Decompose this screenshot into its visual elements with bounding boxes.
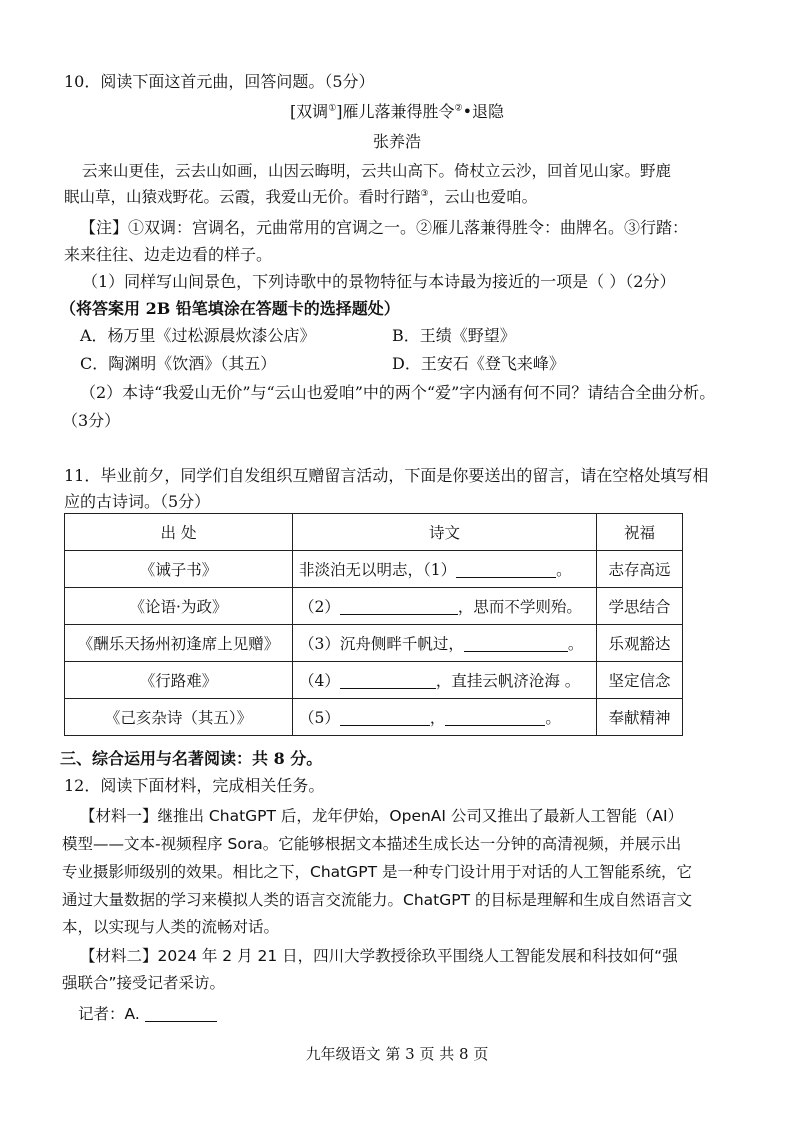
option-d: D．王安石《登飞来峰》: [392, 354, 565, 373]
row-source: 《诫子书》: [65, 551, 293, 588]
row-wish: 坚定信念: [597, 662, 683, 699]
material-1-line-3: 专业摄影师级别的效果。相比之下，ChatGPT 是一种专门设计用于对话的人工智能系统，它: [62, 863, 692, 881]
q10-stem: 10．阅读下面这首元曲，回答问题。（5分）: [64, 72, 375, 91]
note-marker-1: ①: [328, 103, 337, 114]
q11-stem-line-1: 11．毕业前夕，同学们自发组织互赠留言活动，下面是你要送出的留言，请在空格处填写相: [64, 466, 709, 485]
q12-stem: 12．阅读下面材料，完成相关任务。: [64, 776, 325, 795]
row-source: 《酬乐天扬州初逢席上见赠》: [65, 625, 293, 662]
row-verse: （3）沉舟侧畔千帆过， 。: [293, 625, 597, 662]
table-row: [65, 699, 683, 736]
poem-title: [双调①]雁儿落兼得胜令②•退隐: [289, 102, 505, 121]
table-row: [65, 625, 683, 662]
poem-line-1: 云来山更佳，云去山如画，山因云晦明，云共山高下。倚杖立云沙，回首见山家。野鹿: [82, 162, 672, 180]
answer-blank-2[interactable]: [340, 598, 458, 615]
material-1-line-5: 本，以实现与人类的流畅对话。: [62, 918, 280, 936]
header-source: 出 处: [65, 514, 293, 551]
row-wish: 志存高远: [597, 551, 683, 588]
row-verse: （5） ， 。: [293, 699, 597, 736]
answer-blank-5a[interactable]: [340, 709, 430, 726]
row-source: 《行路难》: [65, 662, 293, 699]
poem-line-2: 眠山草，山猿戏野花。云霞，我爱山无价。看时行踏③，云山也爱咱。: [64, 188, 538, 206]
q10-sub2-line-2: （3分）: [62, 411, 121, 430]
row-wish: 奉献精神: [597, 699, 683, 736]
row-source: 《论语·为政》: [65, 588, 293, 625]
note-marker-2: ②: [454, 103, 463, 114]
page-footer: 九年级语文 第 3 页 共 8 页: [305, 1045, 489, 1063]
annotation-line-2: 来来往往、边走边看的样子。: [64, 245, 273, 264]
table-row: [65, 662, 683, 699]
answer-blank-reporter[interactable]: [145, 1005, 217, 1022]
table-row: [65, 588, 683, 625]
q10-sub1-instruction: （将答案用 2B 铅笔填涂在答题卡的选择题处）: [60, 299, 400, 318]
note-marker-3: ③: [420, 188, 429, 199]
row-verse: 非淡泊无以明志，（1） 。: [293, 551, 597, 588]
row-verse: （4） ，直挂云帆济沧海 。: [293, 662, 597, 699]
header-wish: 祝福: [597, 514, 683, 551]
section-3-heading: 三、综合运用与名著阅读：共 8 分。: [60, 749, 323, 768]
answer-blank-4[interactable]: [340, 672, 436, 689]
reporter-line: 记者：A.: [78, 1002, 217, 1026]
row-wish: 乐观豁达: [597, 625, 683, 662]
material-2-line-1: 【材料二】2024 年 2 月 21 日，四川大学教授徐玖平围绕人工智能发展和科技如何“强: [80, 947, 678, 965]
row-source: 《己亥杂诗（其五）》: [65, 699, 293, 736]
material-1-line-2: 模型——文本-视频程序 Sora。它能够根据文本描述生成长达一分钟的高清视频，并展示出: [62, 835, 682, 853]
header-verse: 诗文: [293, 514, 597, 551]
material-2-line-2: 强联合”接受记者采访。: [62, 974, 226, 992]
material-1-line-4: 通过大量数据的学习来模拟人类的语言交流能力。ChatGPT 的目标是理解和生成自然语言文: [62, 891, 692, 909]
table-row: [65, 551, 683, 588]
q10-sub1: （1）同样写山间景色，下列诗歌中的景物特征与本诗最为接近的一项是（ ）（2分）: [82, 272, 676, 291]
row-verse: （2） ，思而不学则殆。: [293, 588, 597, 625]
q10-sub2-line-1: （2）本诗“我爱山无价”与“云山也爱咱”中的两个“爱”字内涵有何不同？请结合全曲分析。: [80, 383, 716, 402]
option-a: A．杨万里《过松源晨炊漆公店》: [80, 326, 316, 345]
answer-blank-5b[interactable]: [445, 709, 545, 726]
answer-blank-3[interactable]: [464, 635, 568, 652]
option-c: C．陶渊明《饮酒》（其五）: [80, 354, 277, 373]
q11-stem-line-2: 应的古诗词。（5分）: [64, 492, 211, 511]
poetry-fill-table: [64, 513, 683, 736]
answer-blank-1[interactable]: [456, 561, 556, 578]
poem-author: 张养浩: [372, 132, 421, 151]
option-b: B．王绩《野望》: [392, 326, 516, 345]
annotation-line-1: 【注】①双调：宫调名，元曲常用的宫调之一。②雁儿落兼得胜令：曲牌名。③行踏：: [80, 218, 689, 237]
table-header-row: [65, 514, 683, 551]
material-1-line-1: 【材料一】继推出 ChatGPT 后，龙年伊始，OpenAI 公司又推出了最新人工智能（AI）: [80, 807, 684, 825]
row-wish: 学思结合: [597, 588, 683, 625]
